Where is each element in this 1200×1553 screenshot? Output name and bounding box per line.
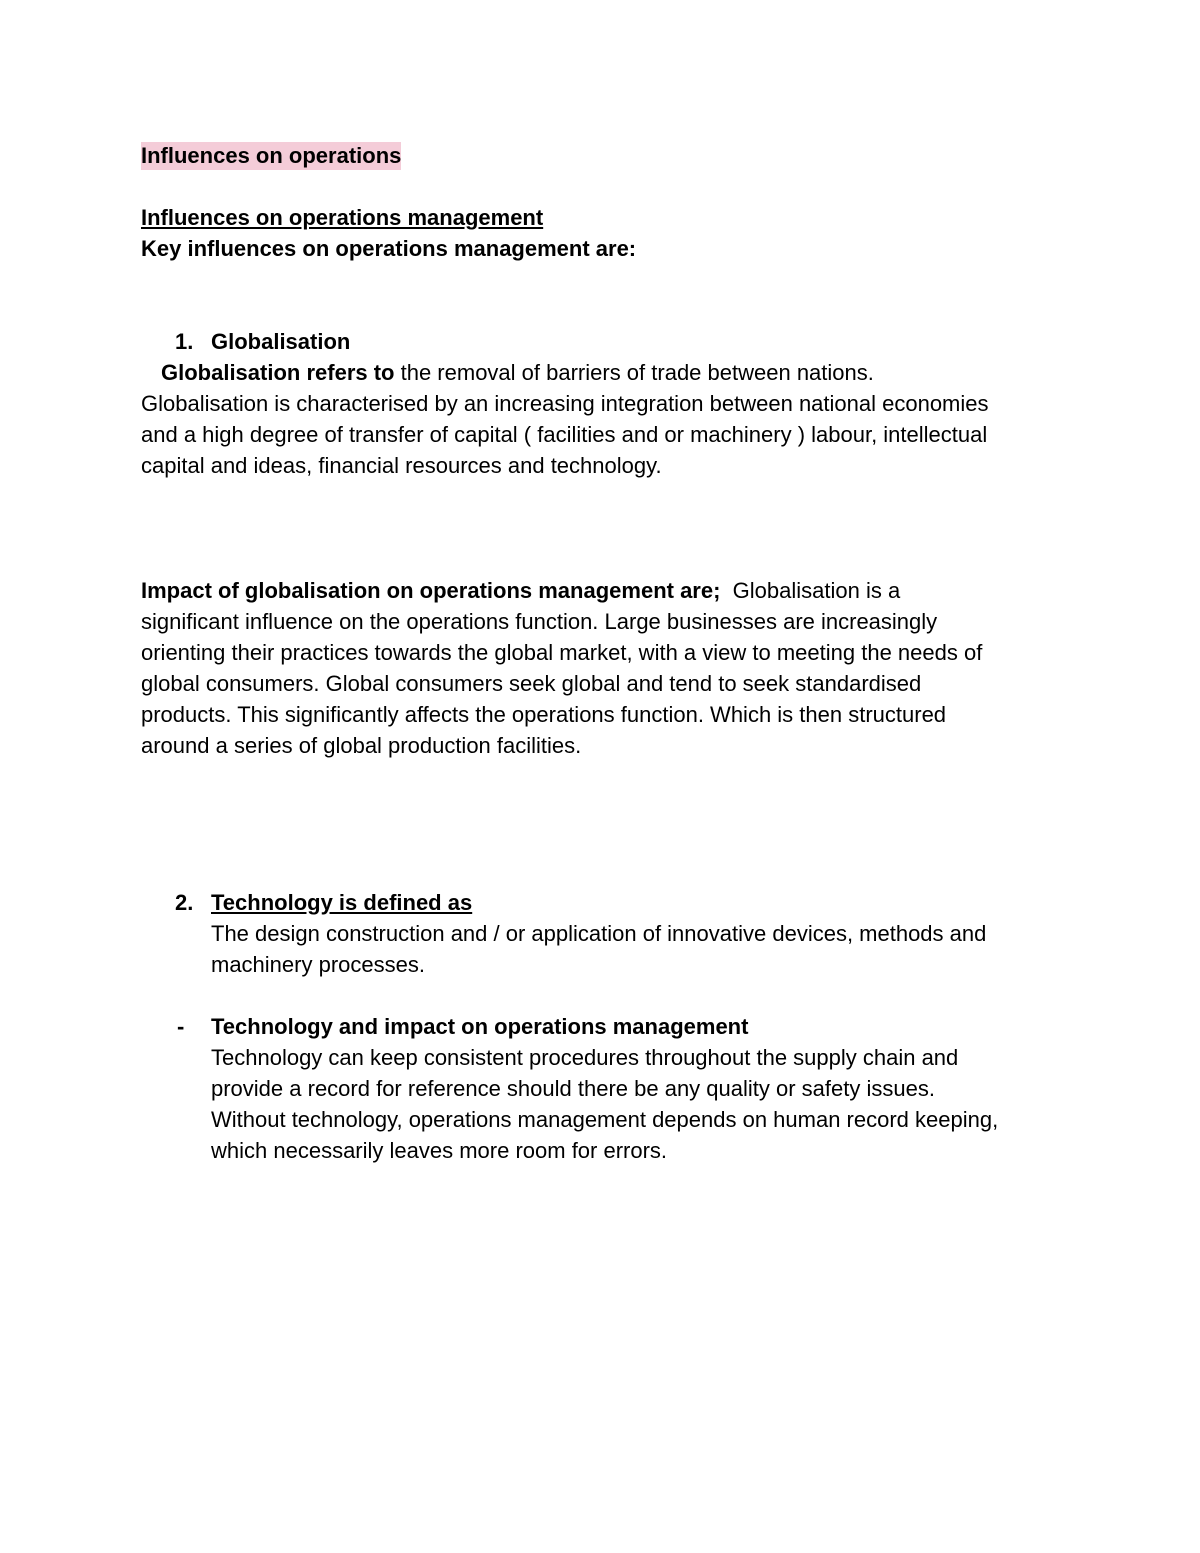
item1-para-line-2: and a high degree of transfer of capital ( facilities and or machinery ) labour, intellectual [141,422,988,447]
item2-line-1: The design construction and / or application of innovative devices, methods and [211,921,987,946]
impact-line-2: orienting their practices towards the global market, with a view to meeting the needs of [141,640,983,665]
bullet-line-3: Without technology, operations management depends on human record keeping, [211,1107,999,1132]
title-highlight: Influences on operations [141,143,402,168]
list-number-2: 2. [175,890,194,915]
item2-heading: Technology is defined as [211,890,473,915]
list-number-1: 1. [175,329,194,354]
bullet-line-1: Technology can keep consistent procedures throughout the supply chain and [211,1045,959,1070]
document-title [141,140,401,171]
bullet-heading: Technology and impact on operations management [211,1014,749,1039]
impact-line-5: around a series of global production facilities. [141,733,582,758]
item1-definition [161,357,874,388]
bullet-line-2: provide a record for reference should there be any quality or safety issues. [211,1076,935,1101]
impact-line-3: global consumers. Global consumers seek global and tend to seek standardised [141,671,922,696]
item2-line-2: machinery processes. [211,952,425,977]
bullet-line-4: which necessarily leaves more room for errors. [211,1138,668,1163]
item1-definition-rest: the removal of barriers of trade between nations. [394,360,874,385]
bullet-marker: - [177,1014,185,1039]
item1-para-line-3: capital and ideas, financial resources and technology. [141,453,662,478]
section-heading: Influences on operations management [141,205,544,230]
item1-definition-bold: Globalisation refers to [161,360,395,385]
impact-first-line [141,575,900,606]
item1-para-line-1: Globalisation is characterised by an increasing integration between national economies [141,391,989,416]
intro-text: Key influences on operations management are: [141,236,637,261]
impact-line-4: products. This significantly affects the operations function. Which is then structured [141,702,947,727]
item1-heading: Globalisation [211,329,351,354]
impact-first-line-rest: Globalisation is a [720,578,901,603]
impact-heading: Impact of globalisation on operations management are; [141,578,721,603]
impact-line-1: significant influence on the operations function. Large businesses are increasingly [141,609,938,634]
